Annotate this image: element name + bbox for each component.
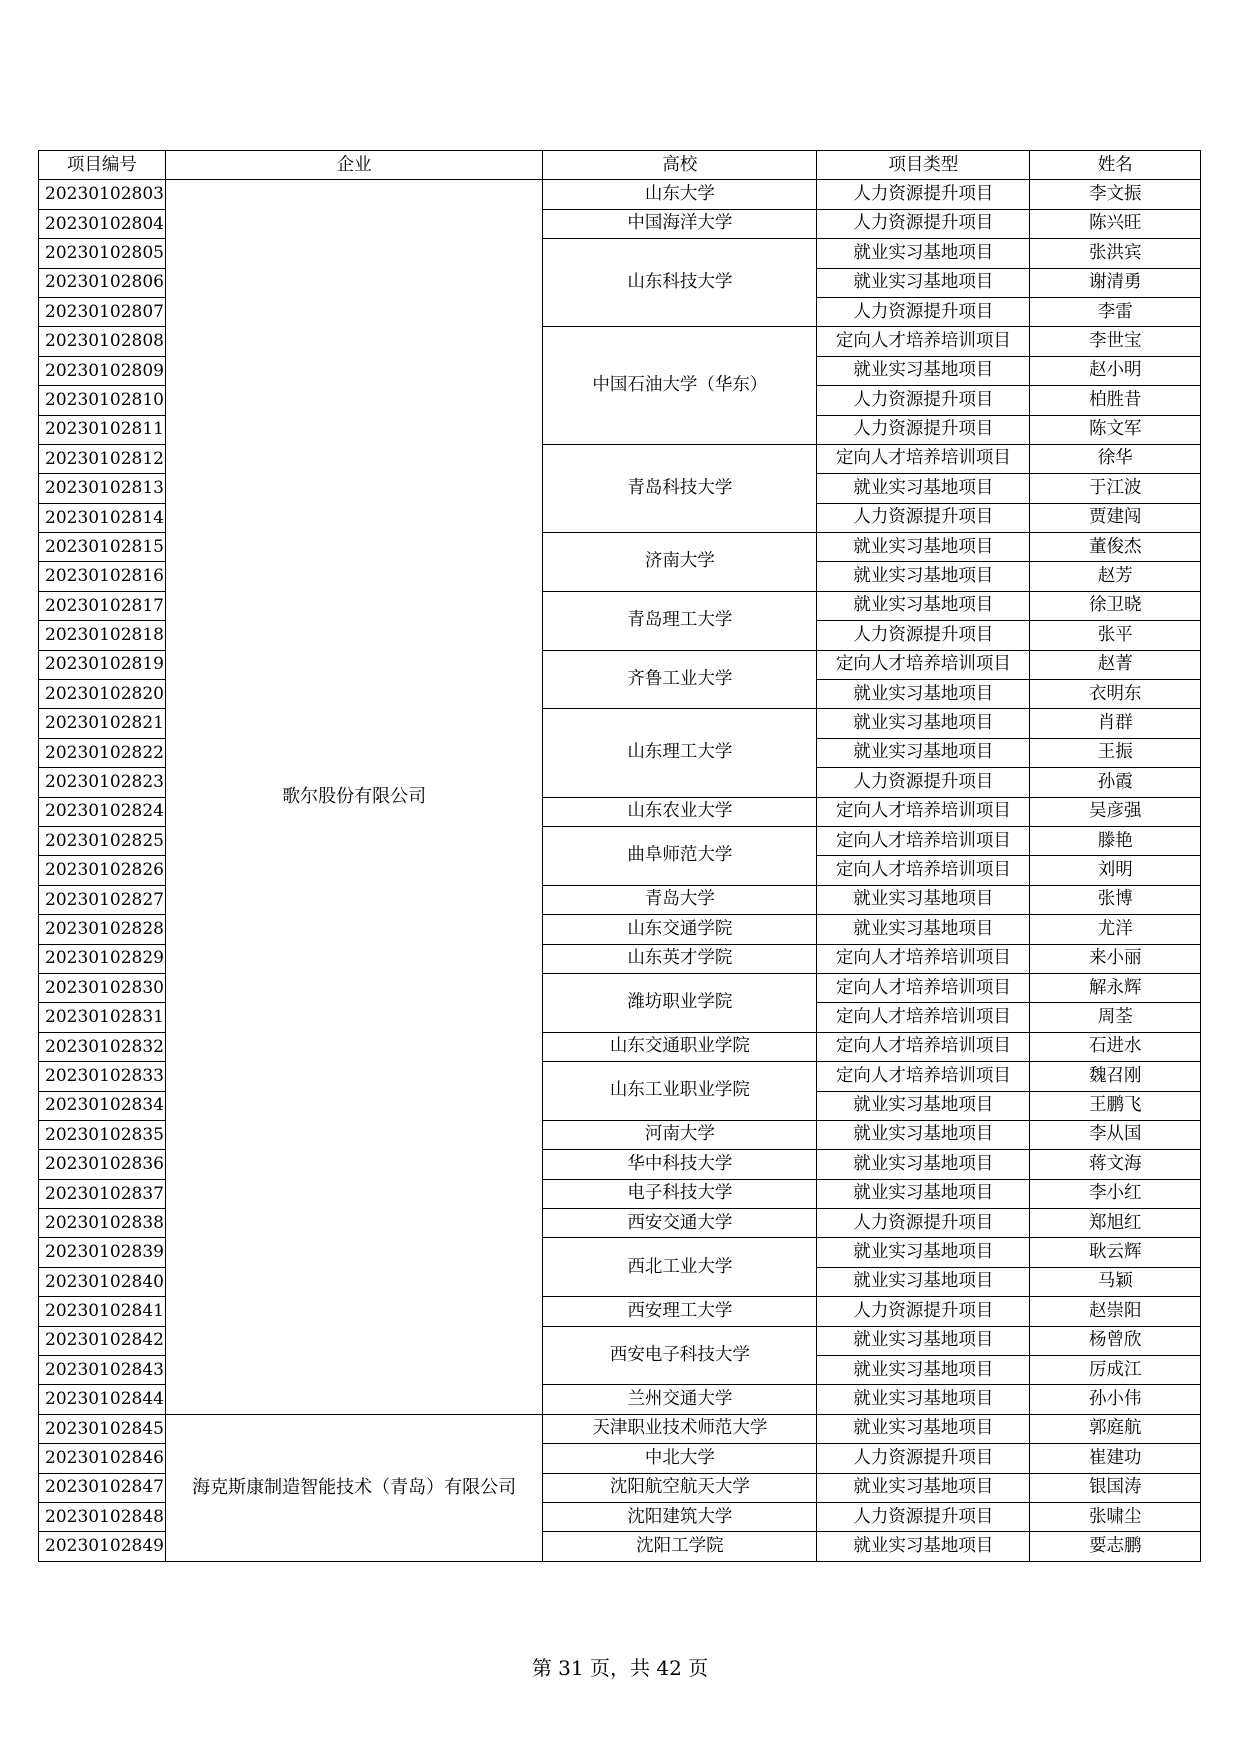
cell-name: 王鹏飞 [1030,1091,1201,1120]
project-table [38,150,1201,1562]
cell-project-id: 20230102826 [39,856,166,885]
cell-project-type: 就业实习基地项目 [817,356,1030,385]
cell-project-type: 定向人才培养培训项目 [817,973,1030,1002]
table-body [39,180,1201,1561]
cell-project-id: 20230102845 [39,1414,166,1443]
header-school: 高校 [543,151,817,180]
cell-project-type: 人力资源提升项目 [817,386,1030,415]
cell-project-id: 20230102825 [39,826,166,855]
cell-project-id: 20230102809 [39,356,166,385]
cell-project-id: 20230102821 [39,709,166,738]
cell-name: 徐华 [1030,444,1201,473]
cell-project-type: 就业实习基地项目 [817,1414,1030,1443]
cell-school: 天津职业技术师范大学 [543,1414,817,1443]
cell-project-type: 就业实习基地项目 [817,1356,1030,1385]
cell-project-id: 20230102819 [39,650,166,679]
cell-project-type: 人力资源提升项目 [817,415,1030,444]
cell-project-id: 20230102837 [39,1179,166,1208]
cell-school: 沈阳工学院 [543,1532,817,1561]
cell-project-type: 定向人才培养培训项目 [817,944,1030,973]
cell-name: 魏召刚 [1030,1062,1201,1091]
cell-project-id: 20230102815 [39,533,166,562]
cell-name: 厉成江 [1030,1356,1201,1385]
cell-project-type: 人力资源提升项目 [817,180,1030,209]
cell-project-id: 20230102838 [39,1209,166,1238]
cell-project-id: 20230102832 [39,1032,166,1061]
cell-project-id: 20230102804 [39,209,166,238]
cell-project-id: 20230102830 [39,973,166,1002]
cell-name: 赵崇阳 [1030,1297,1201,1326]
cell-project-type: 就业实习基地项目 [817,1179,1030,1208]
cell-project-type: 定向人才培养培训项目 [817,1062,1030,1091]
cell-school: 中国海洋大学 [543,209,817,238]
header-name: 姓名 [1030,151,1201,180]
cell-name: 陈文军 [1030,415,1201,444]
cell-school: 中北大学 [543,1444,817,1473]
cell-company: 海克斯康制造智能技术（青岛）有限公司 [165,1414,543,1561]
cell-school: 华中科技大学 [543,1150,817,1179]
cell-school: 山东交通学院 [543,915,817,944]
cell-project-id: 20230102844 [39,1385,166,1414]
cell-project-id: 20230102843 [39,1356,166,1385]
cell-name: 肖群 [1030,709,1201,738]
cell-name: 李世宝 [1030,327,1201,356]
cell-project-id: 20230102839 [39,1238,166,1267]
cell-project-id: 20230102841 [39,1297,166,1326]
cell-project-type: 就业实习基地项目 [817,738,1030,767]
cell-school: 山东理工大学 [543,709,817,797]
cell-name: 赵小明 [1030,356,1201,385]
table-row [39,180,1201,209]
cell-name: 郭庭航 [1030,1414,1201,1443]
cell-project-id: 20230102828 [39,915,166,944]
cell-name: 郑旭红 [1030,1209,1201,1238]
cell-name: 孙霞 [1030,768,1201,797]
cell-school: 兰州交通大学 [543,1385,817,1414]
header-company: 企业 [165,151,543,180]
header-row [39,151,1201,180]
table-row [39,1414,1201,1443]
cell-name: 赵芳 [1030,562,1201,591]
cell-school: 青岛大学 [543,885,817,914]
cell-name: 崔建功 [1030,1444,1201,1473]
cell-school: 电子科技大学 [543,1179,817,1208]
cell-school: 济南大学 [543,533,817,592]
cell-name: 衣明东 [1030,680,1201,709]
cell-school: 山东交通职业学院 [543,1032,817,1061]
cell-project-id: 20230102836 [39,1150,166,1179]
cell-name: 张平 [1030,621,1201,650]
cell-project-type: 就业实习基地项目 [817,915,1030,944]
cell-project-id: 20230102820 [39,680,166,709]
cell-school: 西安交通大学 [543,1209,817,1238]
cell-name: 李从国 [1030,1120,1201,1149]
cell-school: 山东工业职业学院 [543,1062,817,1121]
cell-name: 董俊杰 [1030,533,1201,562]
cell-name: 李文振 [1030,180,1201,209]
cell-project-id: 20230102823 [39,768,166,797]
cell-project-type: 人力资源提升项目 [817,1502,1030,1531]
cell-name: 银国涛 [1030,1473,1201,1502]
cell-name: 解永辉 [1030,973,1201,1002]
cell-project-id: 20230102803 [39,180,166,209]
cell-project-type: 定向人才培养培训项目 [817,650,1030,679]
cell-name: 孙小伟 [1030,1385,1201,1414]
cell-name: 杨曾欣 [1030,1326,1201,1355]
cell-name: 徐卫晓 [1030,591,1201,620]
cell-project-id: 20230102834 [39,1091,166,1120]
cell-school: 山东英才学院 [543,944,817,973]
cell-school: 山东科技大学 [543,239,817,327]
cell-project-id: 20230102827 [39,885,166,914]
cell-project-type: 定向人才培养培训项目 [817,797,1030,826]
cell-name: 尤洋 [1030,915,1201,944]
cell-name: 张博 [1030,885,1201,914]
cell-project-type: 人力资源提升项目 [817,503,1030,532]
cell-name: 贾建闯 [1030,503,1201,532]
cell-project-id: 20230102831 [39,1003,166,1032]
cell-project-type: 就业实习基地项目 [817,591,1030,620]
cell-name: 吴彦强 [1030,797,1201,826]
cell-project-type: 定向人才培养培训项目 [817,1032,1030,1061]
cell-project-type: 就业实习基地项目 [817,1326,1030,1355]
cell-project-id: 20230102807 [39,297,166,326]
cell-name: 周荃 [1030,1003,1201,1032]
cell-project-id: 20230102829 [39,944,166,973]
cell-name: 蒋文海 [1030,1150,1201,1179]
header-project-type: 项目类型 [817,151,1030,180]
cell-project-type: 就业实习基地项目 [817,268,1030,297]
cell-school: 齐鲁工业大学 [543,650,817,709]
cell-project-type: 人力资源提升项目 [817,1297,1030,1326]
header-project-id: 项目编号 [39,151,166,180]
cell-project-id: 20230102842 [39,1326,166,1355]
cell-project-id: 20230102846 [39,1444,166,1473]
cell-project-type: 就业实习基地项目 [817,239,1030,268]
cell-project-type: 人力资源提升项目 [817,297,1030,326]
cell-project-type: 就业实习基地项目 [817,562,1030,591]
cell-project-id: 20230102806 [39,268,166,297]
cell-project-id: 20230102835 [39,1120,166,1149]
cell-project-id: 20230102811 [39,415,166,444]
cell-project-id: 20230102840 [39,1267,166,1296]
cell-name: 来小丽 [1030,944,1201,973]
cell-project-id: 20230102805 [39,239,166,268]
cell-name: 陈兴旺 [1030,209,1201,238]
cell-project-type: 就业实习基地项目 [817,1532,1030,1561]
cell-project-id: 20230102818 [39,621,166,650]
cell-name: 张啸尘 [1030,1502,1201,1531]
cell-school: 沈阳建筑大学 [543,1502,817,1531]
cell-project-id: 20230102847 [39,1473,166,1502]
cell-project-type: 人力资源提升项目 [817,768,1030,797]
cell-name: 石进水 [1030,1032,1201,1061]
cell-name: 李小红 [1030,1179,1201,1208]
cell-school: 沈阳航空航天大学 [543,1473,817,1502]
cell-project-id: 20230102824 [39,797,166,826]
cell-name: 王振 [1030,738,1201,767]
cell-project-type: 就业实习基地项目 [817,1120,1030,1149]
cell-school: 山东大学 [543,180,817,209]
cell-project-type: 定向人才培养培训项目 [817,856,1030,885]
cell-school: 西北工业大学 [543,1238,817,1297]
cell-school: 西安电子科技大学 [543,1326,817,1385]
cell-name: 马颖 [1030,1267,1201,1296]
cell-project-type: 就业实习基地项目 [817,885,1030,914]
cell-name: 滕艳 [1030,826,1201,855]
cell-project-type: 就业实习基地项目 [817,1150,1030,1179]
cell-project-type: 就业实习基地项目 [817,1091,1030,1120]
cell-school: 山东农业大学 [543,797,817,826]
cell-project-type: 人力资源提升项目 [817,1209,1030,1238]
cell-project-type: 就业实习基地项目 [817,474,1030,503]
cell-name: 赵菁 [1030,650,1201,679]
cell-project-type: 就业实习基地项目 [817,1385,1030,1414]
cell-project-type: 定向人才培养培训项目 [817,444,1030,473]
cell-name: 耿云辉 [1030,1238,1201,1267]
cell-company: 歌尔股份有限公司 [165,180,543,1414]
cell-project-type: 定向人才培养培训项目 [817,826,1030,855]
cell-project-type: 人力资源提升项目 [817,1444,1030,1473]
cell-name: 柏胜昔 [1030,386,1201,415]
cell-project-id: 20230102814 [39,503,166,532]
cell-school: 西安理工大学 [543,1297,817,1326]
cell-school: 潍坊职业学院 [543,973,817,1032]
cell-project-type: 就业实习基地项目 [817,1238,1030,1267]
cell-project-type: 就业实习基地项目 [817,709,1030,738]
cell-project-id: 20230102808 [39,327,166,356]
cell-school: 青岛理工大学 [543,591,817,650]
cell-name: 于江波 [1030,474,1201,503]
cell-project-id: 20230102813 [39,474,166,503]
cell-name: 要志鹏 [1030,1532,1201,1561]
page-number: 第 31 页，共 42 页 [531,1656,709,1680]
cell-project-id: 20230102817 [39,591,166,620]
cell-project-id: 20230102833 [39,1062,166,1091]
cell-project-id: 20230102810 [39,386,166,415]
cell-project-id: 20230102822 [39,738,166,767]
cell-project-type: 就业实习基地项目 [817,1473,1030,1502]
cell-project-type: 人力资源提升项目 [817,621,1030,650]
cell-name: 李雷 [1030,297,1201,326]
cell-project-type: 定向人才培养培训项目 [817,1003,1030,1032]
cell-project-id: 20230102812 [39,444,166,473]
cell-project-type: 就业实习基地项目 [817,533,1030,562]
cell-project-type: 人力资源提升项目 [817,209,1030,238]
cell-project-type: 定向人才培养培训项目 [817,327,1030,356]
cell-school: 曲阜师范大学 [543,826,817,885]
cell-school: 河南大学 [543,1120,817,1149]
cell-project-type: 就业实习基地项目 [817,680,1030,709]
cell-name: 谢清勇 [1030,268,1201,297]
cell-project-type: 就业实习基地项目 [817,1267,1030,1296]
cell-project-id: 20230102848 [39,1502,166,1531]
cell-project-id: 20230102849 [39,1532,166,1561]
cell-project-id: 20230102816 [39,562,166,591]
cell-name: 刘明 [1030,856,1201,885]
cell-name: 张洪宾 [1030,239,1201,268]
cell-school: 中国石油大学（华东） [543,327,817,445]
cell-school: 青岛科技大学 [543,444,817,532]
